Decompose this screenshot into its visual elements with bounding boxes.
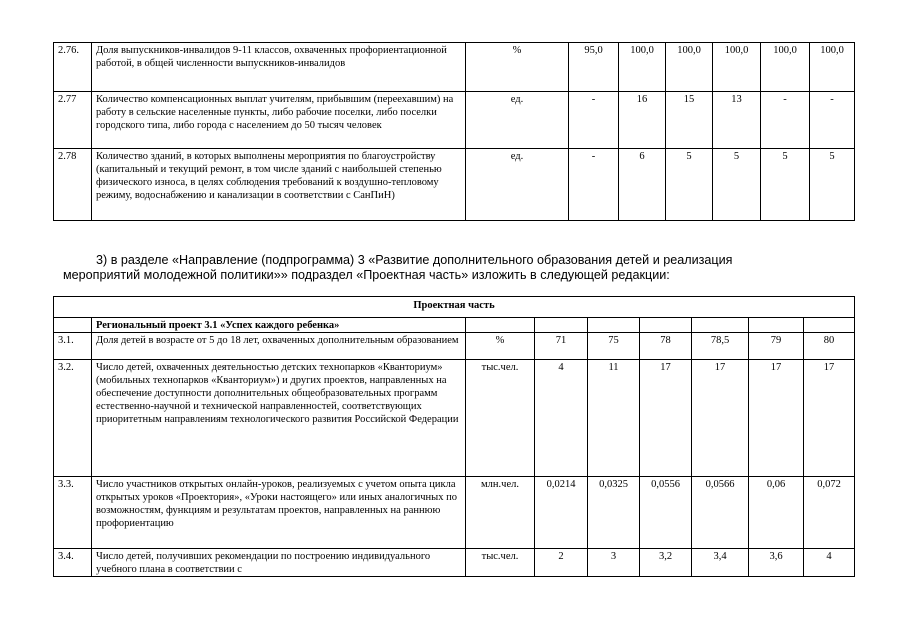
indicator-name: Число участников открытых онлайн-уроков, реализуемых с учетом опыта цикла открытых уроков «Проектория», «Уроки настоящего» или иных аналогичных по возможностям, функциям и результатам проектов, направленных на раннюю профориентацию (92, 477, 466, 549)
row-number: 2.77 (54, 92, 92, 149)
value-cell: 17 (804, 360, 855, 477)
empty-cell (749, 318, 804, 333)
value-cell: 5 (761, 149, 810, 221)
paragraph-line-1: 3) в разделе «Направление (подпрограмма) 3 «Развитие дополнительного образования детей и реализация (96, 253, 733, 267)
value-cell: 71 (535, 333, 588, 360)
row-number: 2.78 (54, 149, 92, 221)
table-row (54, 549, 855, 577)
unit-cell: ед. (466, 92, 569, 149)
value-cell: 13 (713, 92, 761, 149)
table-row (54, 92, 855, 149)
empty-cell (466, 318, 535, 333)
value-cell: 78 (640, 333, 692, 360)
unit-cell: тыс.чел. (466, 360, 535, 477)
value-cell: 5 (666, 149, 713, 221)
row-number: 3.3. (54, 477, 92, 549)
row-number: 3.4. (54, 549, 92, 577)
value-cell: - (569, 149, 619, 221)
value-cell: 17 (749, 360, 804, 477)
table-row (54, 360, 855, 477)
row-number: 3.1. (54, 333, 92, 360)
table-row (54, 477, 855, 549)
value-cell: 79 (749, 333, 804, 360)
value-cell: 3,4 (692, 549, 749, 577)
row-number: 2.76. (54, 43, 92, 92)
value-cell: 100,0 (810, 43, 855, 92)
empty-cell (54, 318, 92, 333)
value-cell: 0,0325 (588, 477, 640, 549)
subsection-title: Региональный проект 3.1 «Успех каждого ребенка» (92, 318, 466, 333)
value-cell: 80 (804, 333, 855, 360)
unit-cell: % (466, 43, 569, 92)
value-cell: 100,0 (713, 43, 761, 92)
value-cell: 0,072 (804, 477, 855, 549)
value-cell: 100,0 (619, 43, 666, 92)
value-cell: 6 (619, 149, 666, 221)
instruction-paragraph (63, 253, 843, 283)
value-cell: 17 (692, 360, 749, 477)
value-cell: 16 (619, 92, 666, 149)
value-cell: 100,0 (761, 43, 810, 92)
subsection-title-row (54, 318, 855, 333)
value-cell: 0,0566 (692, 477, 749, 549)
value-cell: - (810, 92, 855, 149)
value-cell: 3,2 (640, 549, 692, 577)
indicator-name: Доля детей в возрасте от 5 до 18 лет, охваченных дополнительным образованием (92, 333, 466, 360)
indicator-name: Количество зданий, в которых выполнены мероприятия по благоустройству (капитальный и текущий ремонт, в том числе зданий с наибольшей степенью физического износа, в целях соблюдения требований к воздушно-тепловому режиму, водоснабжению и канализации в соответствии с СанПиН) (92, 149, 466, 221)
section-title-row (54, 297, 855, 318)
value-cell: 11 (588, 360, 640, 477)
indicator-name: Число детей, охваченных деятельностью детских технопарков «Кванториум» (мобильных технопарков «Кванториум») и других проектов, направленных на обеспечение доступности дополнительных общеобразовательных программ естественно-научной и технической направленностей, соответствующих приоритетным направлениям технологического развития Российской Федерации (92, 360, 466, 477)
value-cell: 78,5 (692, 333, 749, 360)
value-cell: 2 (535, 549, 588, 577)
indicator-name: Доля выпускников-инвалидов 9-11 классов, охваченных профориентационной работой, в общей численности выпускников-инвалидов (92, 43, 466, 92)
value-cell: 100,0 (666, 43, 713, 92)
value-cell: - (569, 92, 619, 149)
table-row (54, 333, 855, 360)
value-cell: 4 (804, 549, 855, 577)
value-cell: 3,6 (749, 549, 804, 577)
value-cell: 0,06 (749, 477, 804, 549)
value-cell: 0,0214 (535, 477, 588, 549)
empty-cell (588, 318, 640, 333)
empty-cell (535, 318, 588, 333)
table-row (54, 149, 855, 221)
value-cell: 3 (588, 549, 640, 577)
section-title: Проектная часть (54, 297, 855, 318)
unit-cell: млн.чел. (466, 477, 535, 549)
value-cell: 5 (713, 149, 761, 221)
value-cell: 5 (810, 149, 855, 221)
indicators-table-top (53, 42, 855, 221)
empty-cell (804, 318, 855, 333)
row-number: 3.2. (54, 360, 92, 477)
indicators-table-project (53, 296, 855, 577)
value-cell: 17 (640, 360, 692, 477)
empty-cell (640, 318, 692, 333)
unit-cell: ед. (466, 149, 569, 221)
paragraph-line-2: мероприятий молодежной политики»» подраздел «Проектная часть» изложить в следующей редакции: (63, 268, 670, 282)
unit-cell: % (466, 333, 535, 360)
unit-cell: тыс.чел. (466, 549, 535, 577)
value-cell: 75 (588, 333, 640, 360)
indicator-name: Число детей, получивших рекомендации по построению индивидуального учебного плана в соответствии с (92, 549, 466, 577)
value-cell: 95,0 (569, 43, 619, 92)
value-cell: 15 (666, 92, 713, 149)
value-cell: - (761, 92, 810, 149)
indicator-name: Количество компенсационных выплат учителям, прибывшим (переехавшим) на работу в сельские населенные пункты, либо рабочие поселки, либо поселки городского типа, либо города с населением до 50 тысяч человек (92, 92, 466, 149)
value-cell: 0,0556 (640, 477, 692, 549)
value-cell: 4 (535, 360, 588, 477)
empty-cell (692, 318, 749, 333)
table-row (54, 43, 855, 92)
